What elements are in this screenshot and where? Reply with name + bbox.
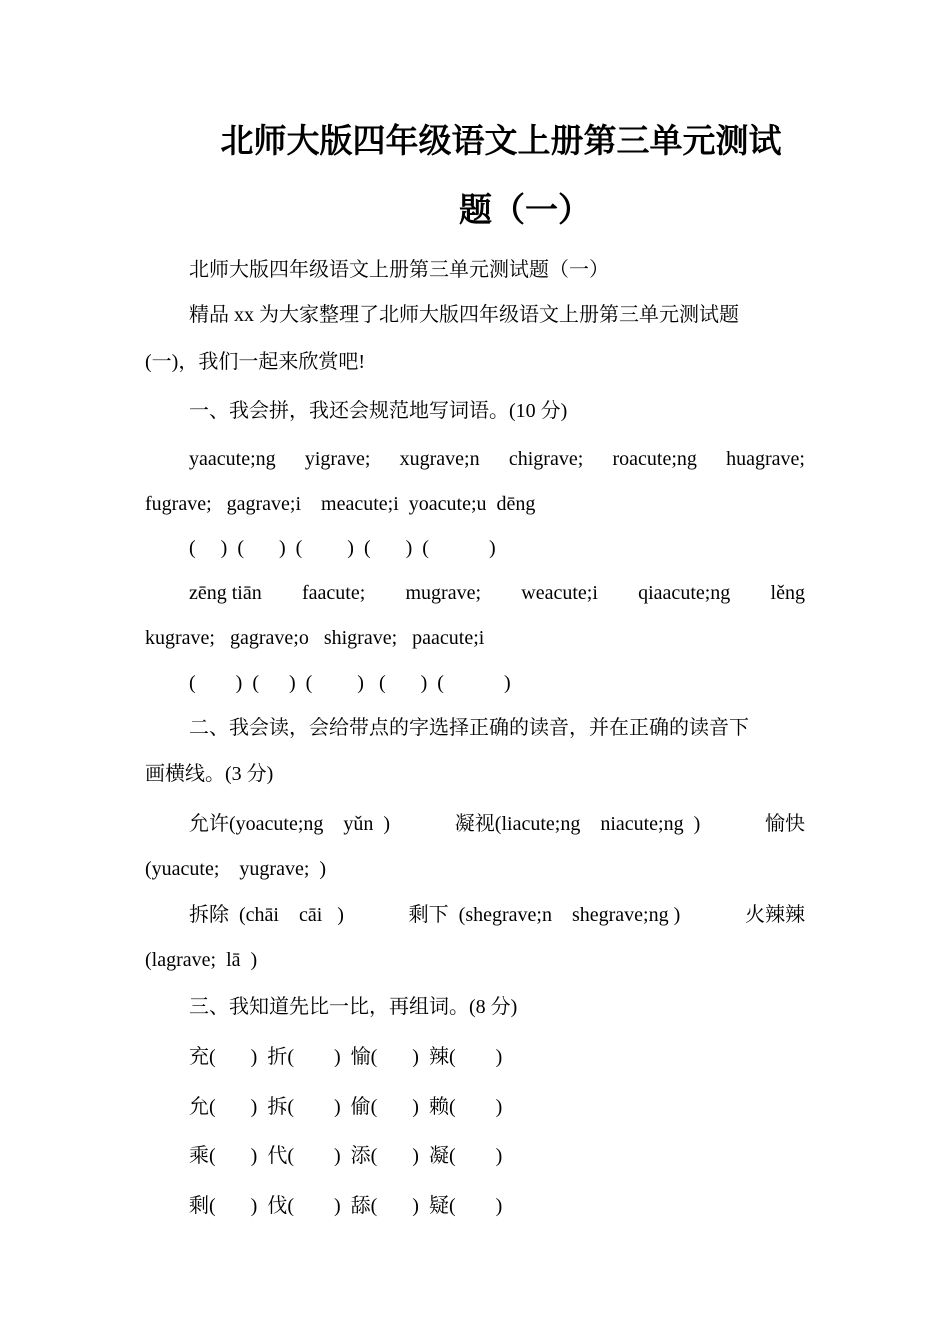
section1-heading: 一、我会拼，我还会规范地写词语。(10 分) <box>189 400 568 422</box>
section1-row1-blanks: ( ) ( ) ( ) ( ) ( ) <box>189 537 496 559</box>
section3-row: 乘( ) 代( ) 添( ) 凝( ) <box>189 1145 503 1167</box>
intro-line1: 精品 xx 为大家整理了北师大版四年级语文上册第三单元测试题 <box>189 304 739 326</box>
reading-item: 愉快 <box>765 813 805 835</box>
pinyin-item: mugrave; <box>405 582 482 604</box>
reading-item: 拆除 (chāi cāi ) <box>189 904 344 926</box>
section2-row1-cont: (yuacute; yugrave; ) <box>145 858 327 880</box>
section1-row1-pinyin <box>189 445 805 473</box>
pinyin-item: huagrave; <box>726 448 805 470</box>
pinyin-item: chigrave; <box>508 448 584 470</box>
intro-line2: (一)，我们一起来欣赏吧! <box>145 351 365 373</box>
section1-row2-pinyin <box>189 579 805 607</box>
section3-heading: 三、我知道先比一比，再组词。(8 分) <box>189 996 518 1018</box>
section1-row2-cont: kugrave; gagrave;o shigrave; paacute;i <box>145 627 485 649</box>
reading-item: 凝视(liacute;ng niacute;ng ) <box>454 813 701 835</box>
section2-row2 <box>189 901 805 929</box>
section2-heading-cont: 画横线。(3 分) <box>145 763 274 785</box>
pinyin-item: lěng <box>770 582 805 604</box>
section1-row2-blanks: ( ) ( ) ( ) ( ) ( ) <box>189 672 511 694</box>
document-subtitle: 北师大版四年级语文上册第三单元测试题（一） <box>189 259 609 281</box>
document-title-line2: 题（一） <box>459 190 591 229</box>
pinyin-item: yigrave; <box>304 448 371 470</box>
reading-item: 剩下 (shegrave;n shegrave;ng ) <box>408 904 681 926</box>
section2-heading: 二、我会读，会给带点的字选择正确的读音，并在正确的读音下 <box>189 717 749 739</box>
reading-item: 允许(yoacute;ng yǔn ) <box>189 813 391 835</box>
pinyin-item: roacute;ng <box>612 448 697 470</box>
pinyin-item: qiaacute;ng <box>638 582 731 604</box>
section3-row: 充( ) 折( ) 愉( ) 辣( ) <box>189 1046 503 1068</box>
pinyin-item: xugrave;n <box>399 448 480 470</box>
section2-row2-cont: (lagrave; lā ) <box>145 949 258 971</box>
pinyin-item: yaacute;ng <box>189 448 276 470</box>
pinyin-item: zēng tiān <box>189 582 262 604</box>
pinyin-item: faacute; <box>301 582 366 604</box>
section3-row: 剩( ) 伐( ) 舔( ) 疑( ) <box>189 1195 503 1217</box>
pinyin-item: weacute;i <box>521 582 598 604</box>
reading-item: 火辣辣 <box>744 904 805 926</box>
section3-row: 允( ) 拆( ) 偷( ) 赖( ) <box>189 1096 503 1118</box>
section1-row1-cont: fugrave; gagrave;i meacute;i yoacute;u dēng <box>145 493 536 515</box>
document-title-line1: 北师大版四年级语文上册第三单元测试 <box>220 121 782 160</box>
section2-row1 <box>189 810 805 838</box>
